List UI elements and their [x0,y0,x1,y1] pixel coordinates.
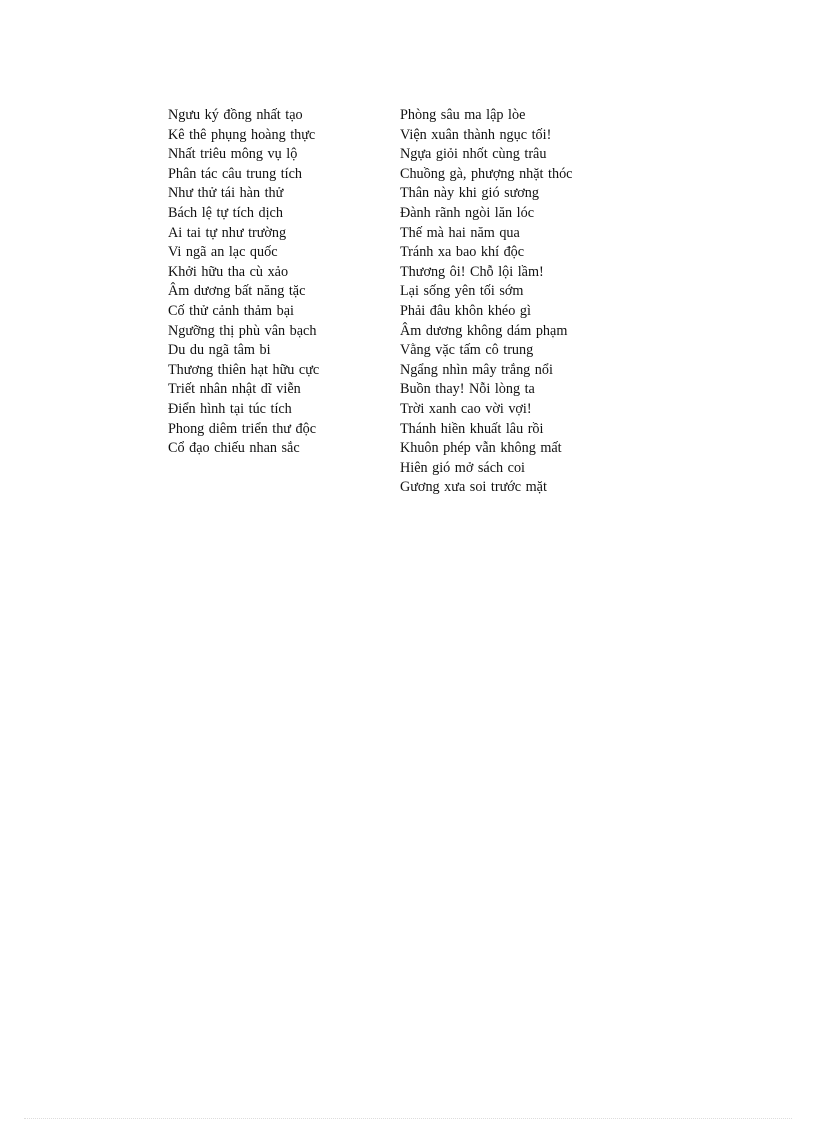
translation-line: Viện xuân thành ngục tối! [400,126,552,143]
poem-line: Triết nhân nhật dĩ viễn [168,381,301,398]
poem-line: Phân tác câu trung tích [168,165,303,182]
poem-line: Thương thiên hạt hữu cực [168,361,320,378]
translation-line: Thương ôi! Chỗ lội lầm! [400,263,544,280]
translation-line: Tránh xa bao khí độc [400,244,525,261]
translation-line: Thân này khi gió sương [400,185,539,202]
poem-line: Ngưu ký đồng nhất tạo [168,107,303,123]
translation-line: Ngẩng nhìn mây trắng nổi [400,361,553,378]
poem-line: Âm dương bất năng tặc [168,283,306,300]
translation-line: Chuồng gà, phượng nhặt thóc [400,165,573,182]
poem-original-column [168,106,388,459]
translation-line: Thánh hiền khuất lâu rồi [400,420,544,437]
translation-line: Phải đâu khôn khéo gì [400,302,531,319]
poem-line: Ai tai tự như trường [168,224,287,241]
translation-line: Trời xanh cao vời vợi! [400,400,532,417]
poem-translation-column [400,106,660,498]
poem-line: Khởi hữu tha cù xảo [168,263,289,280]
translation-line: Vằng vặc tấm cô trung [400,342,534,359]
poem-line: Cổ đạo chiếu nhan sắc [168,440,300,457]
poem-line: Nhất triêu mông vụ lộ [168,146,298,163]
poem-line: Phong diêm triển thư độc [168,420,317,437]
translation-line: Thế mà hai năm qua [400,224,520,241]
translation-line: Âm dương không dám phạm [400,322,568,339]
poem-line: Du du ngã tâm bi [168,342,271,359]
translation-line: Lại sống yên tối sớm [400,283,524,300]
page-bottom-divider [24,1118,792,1119]
translation-line: Đành rãnh ngòi lăn lóc [400,204,535,221]
translation-line: Phòng sâu ma lập lòe [400,107,526,123]
translation-line: Ngựa giỏi nhốt cùng trâu [400,146,547,163]
translation-line: Khuôn phép vẫn không mất [400,440,562,457]
poem-line: Ngưỡng thị phù vân bạch [168,322,317,339]
poem-line: Điển hình tại túc tích [168,400,292,417]
poem-line: Bách lệ tự tích dịch [168,204,283,221]
poem-line: Vi ngã an lạc quốc [168,244,278,261]
poem-line: Kê thê phụng hoàng thực [168,126,316,143]
poem-line: Cố thử cảnh thảm bại [168,302,294,319]
poem-line: Như thử tái hàn thử [168,185,284,202]
translation-line: Gương xưa soi trước mặt [400,479,547,496]
translation-line: Hiên gió mở sách coi [400,459,525,476]
translation-line: Buồn thay! Nỗi lòng ta [400,381,535,398]
